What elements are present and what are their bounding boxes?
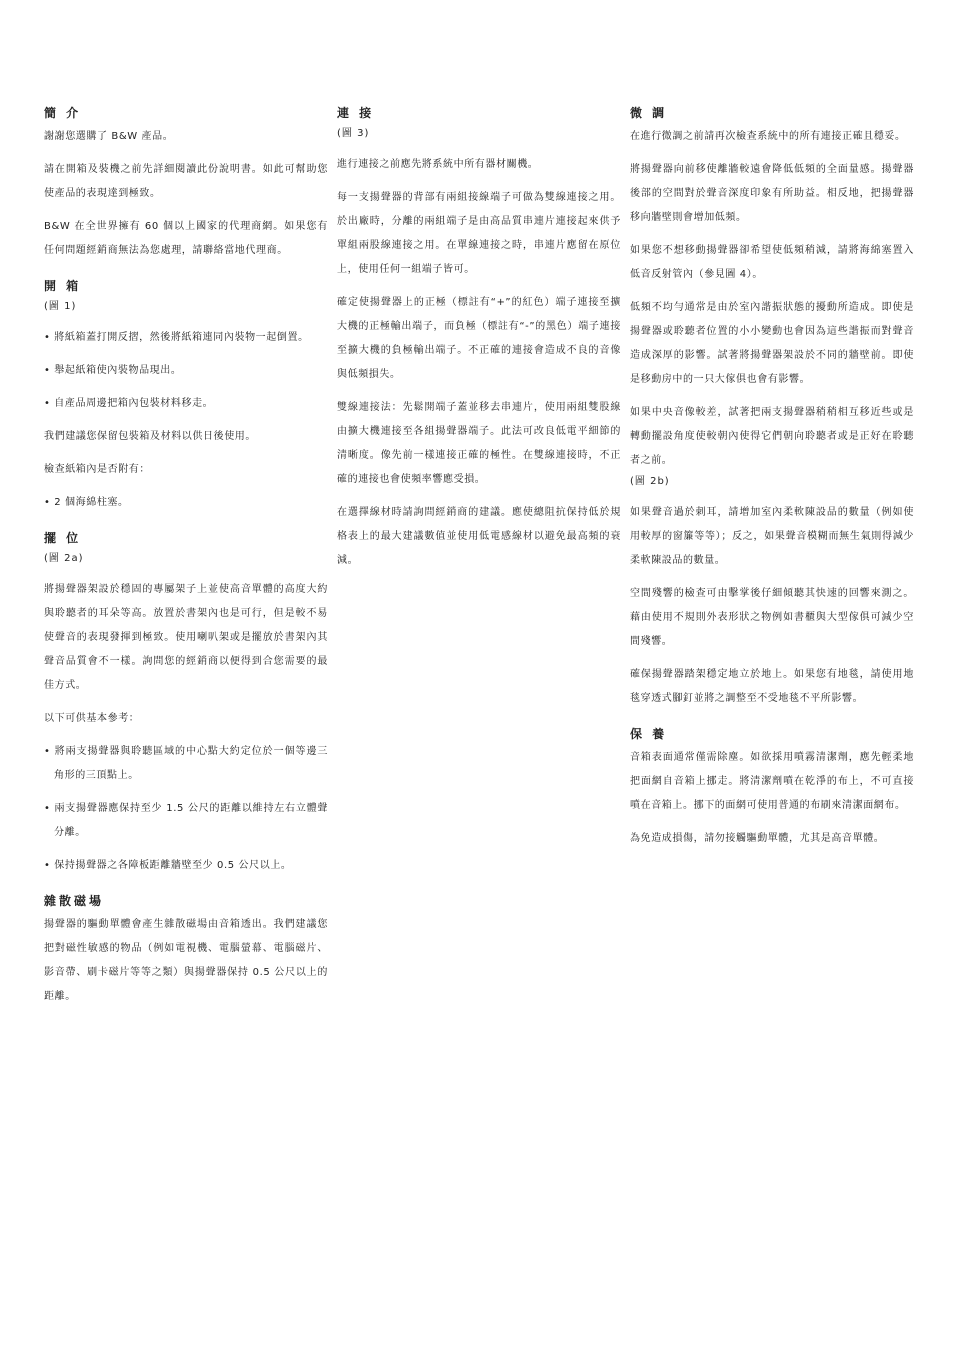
tuning-paragraph-8: 空間殘響的檢查可由擊掌後仔細傾聽其快速的回響來測之。藉由使用不規則外表形狀之物例如書櫃與大型傢俱可減少空間殘響。	[630, 588, 914, 647]
placement-paragraph-2: 以下可供基本參考：	[44, 713, 140, 724]
care-paragraph-2: 為免造成損傷，請勿接觸驅動單體，尤其是高音單體。	[630, 833, 885, 844]
unpack-step-1: • 將紙箱蓋打開反摺，然後將紙箱連同內裝物一起倒置。	[44, 332, 309, 343]
figure-ref-2a: (圖 2a)	[44, 553, 84, 564]
intro-paragraph-2: 請在開箱及裝機之前先詳細閱讀此份說明書。如此可幫助您使產品的表現達到極致。	[44, 164, 328, 199]
tuning-paragraph-9: 確保揚聲器踏架穩定地立於地上。如果您有地毯，請使用地毯穿透式腳釘並將之調整至不受地毯不平所影響。	[630, 669, 914, 704]
heading-fine-tuning: 微 調	[630, 106, 668, 120]
column-left	[44, 104, 328, 1018]
intro-paragraph-3: B&W 在全世界擁有 60 個以上國家的代理商網。如果您有任何問題經銷商無法為您處理，請聯絡當地代理商。	[44, 221, 328, 256]
connection-paragraph-2: 每一支揚聲器的背部有兩組接線端子可做為雙線連接之用。於出廠時，分離的兩組端子是由高品質串連片連接起來供予單組兩股線連接之用。在單線連接之時，串連片應留在原位上，使用任何一組端子皆可。	[337, 192, 621, 275]
heading-unpacking: 開 箱	[44, 279, 82, 293]
unpack-step-2: • 舉起紙箱使內裝物品現出。	[44, 365, 182, 376]
tuning-paragraph-3: 如果您不想移動揚聲器卻希望使低頻稍減，請將海綿塞置入低音反射管內（參見圖 4）。	[630, 245, 914, 280]
unpack-item-foam: • 2 個海綿柱塞。	[44, 497, 129, 508]
unpack-step-3: • 自產品周邊把箱內包裝材料移走。	[44, 398, 214, 409]
magnetic-paragraph: 揚聲器的驅動單體會產生雜散磁場由音箱透出。我們建議您把對磁性敏感的物品（例如電視機、電腦螢幕、電腦磁片、影音帶、刷卡磁片等等之類）與揚聲器保持 0.5 公尺以上的距離。	[44, 919, 328, 1002]
figure-ref-1: (圖 1)	[44, 301, 77, 312]
tuning-paragraph-5: 如果中央音像較差，試著把兩支揚聲器稍稍相互移近些或是轉動擺設角度使較朝內使得它們朝向聆聽者或是正好在聆聽者之前。	[630, 407, 914, 466]
heading-introduction: 簡 介	[44, 106, 82, 120]
unpack-paragraph-5: 檢查紙箱內是否附有：	[44, 464, 150, 475]
tuning-paragraph-1: 在進行微調之前請再次檢查系統中的所有連接正確且穩妥。	[630, 131, 906, 142]
heading-magnetic-fields: 雜散磁場	[44, 894, 105, 908]
intro-paragraph-1: 謝謝您選購了 B&W 產品。	[44, 131, 174, 142]
connection-paragraph-4: 雙線連接法：先鬆開端子蓋並移去串連片，使用兩組雙股線由擴大機連接至各組揚聲器端子。此法可改良低電平細節的清晰度。像先前一樣連接正確的極性。在雙線連接時，不正確的連接也會使頻率響應受損。	[337, 402, 621, 485]
connection-paragraph-3: 確定使揚聲器上的正極（標註有“+”的紅色）端子連接至擴大機的正極輸出端子，而負極（標註有“-”的黑色）端子連接至擴大機的負極輸出端子。不正確的連接會造成不良的音像與低頻損失。	[337, 297, 621, 380]
column-right	[630, 104, 914, 860]
heading-aftercare: 保 養	[630, 727, 668, 741]
tuning-paragraph-4: 低頻不均勻通常是由於室內諧振狀態的擾動所造成。即使是揚聲器或聆聽者位置的小小變動也會因為這些諧振而對聲音造成深厚的影響。試著將揚聲器架設於不同的牆壁前。即使是移動房中的一只大傢俱也會有影響。	[630, 302, 914, 385]
connection-paragraph-1: 進行連接之前應先將系統中所有器材關機。	[337, 159, 539, 170]
tuning-paragraph-2: 將揚聲器向前移使離牆較遠會降低低頻的全面量感。揚聲器後部的空間對於聲音深度印象有所助益。相反地，把揚聲器移向牆壁則會增加低頻。	[630, 164, 914, 223]
heading-placement: 擺 位	[44, 531, 82, 545]
figure-ref-2b: (圖 2b)	[630, 476, 670, 487]
unpack-paragraph-4: 我們建議您保留包裝箱及材料以供日後使用。	[44, 431, 256, 442]
tuning-paragraph-7: 如果聲音過於刺耳，請增加室內柔軟陳設品的數量（例如使用較厚的窗簾等等）；反之，如果聲音模糊而無生氣則得減少柔軟陳設品的數量。	[630, 507, 914, 566]
care-paragraph-1: 音箱表面通常僅需除塵。如欲採用噴霧清潔劑，應先輕柔地把面網自音箱上挪走。將清潔劑噴在乾淨的布上，不可直接噴在音箱上。挪下的面網可使用普通的布刷來清潔面網布。	[630, 752, 914, 811]
heading-connections: 連 接	[337, 106, 375, 120]
connection-paragraph-5: 在選擇線材時請詢問經銷商的建議。應使總阻抗保持低於規格表上的最大建議數值並使用低電感線材以避免最高頻的衰減。	[337, 507, 621, 566]
column-middle	[337, 104, 621, 582]
placement-tip-1: • 將兩支揚聲器與聆聽區域的中心點大約定位於一個等邊三角形的三頂點上。	[44, 746, 328, 781]
placement-tip-3: • 保持揚聲器之各障板距離牆壁至少 0.5 公尺以上。	[44, 860, 292, 871]
placement-paragraph-1: 將揚聲器架設於穩固的專屬架子上並使高音單體的高度大約與聆聽者的耳朵等高。放置於書架內也是可行，但是較不易使聲音的表現發揮到極致。使用喇叭架或是擺放於書架內其聲音品質會不一樣。詢問您的經銷商以便得到合您需要的最佳方式。	[44, 584, 328, 691]
placement-tip-2: • 兩支揚聲器應保持至少 1.5 公尺的距離以維持左右立體聲分離。	[44, 803, 328, 838]
figure-ref-3: (圖 3)	[337, 128, 370, 139]
